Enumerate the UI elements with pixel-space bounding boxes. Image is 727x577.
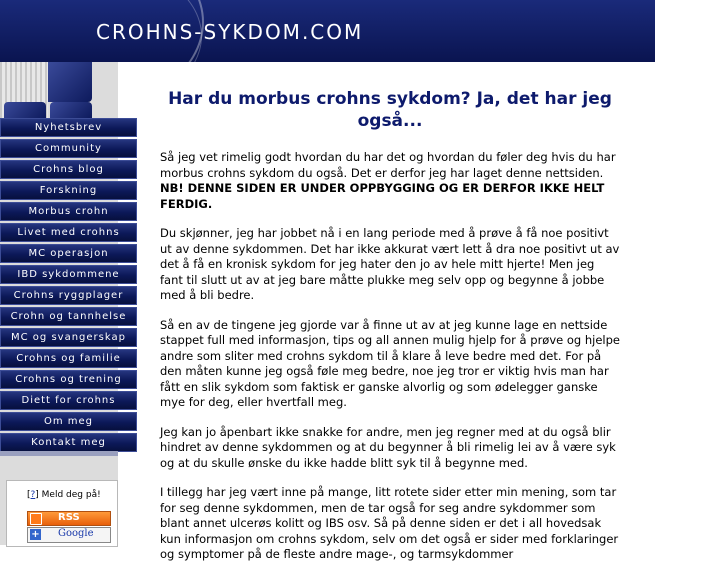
construction-notice: NB! DENNE SIDEN ER UNDER OPPBYGGING OG ER DERFOR IKKE HELT FERDIG.	[160, 181, 605, 211]
nav-item-om-meg[interactable]: Om meg	[0, 412, 137, 431]
site-header	[0, 0, 655, 62]
paragraph-4: Jeg kan jo åpenbart ikke snakke for andre, men jeg regner med at du også blir hindret av denne sykdommen og at du begynner å bli rimelig lei av å være syk og at du skulle ønske du ikke hadde blitt syk til å begynne med.	[160, 424, 616, 470]
main-navigation	[0, 118, 137, 454]
add-to-google-button[interactable]	[27, 527, 111, 543]
header-tab-decoration-left	[4, 102, 46, 118]
subscribe-label: Meld deg på!	[41, 490, 101, 500]
nav-item-crohns-og-trening[interactable]: Crohns og trening	[0, 370, 137, 389]
nav-item-morbus-crohn[interactable]: Morbus crohn	[0, 202, 137, 221]
nav-item-kontakt-meg[interactable]: Kontakt meg	[0, 433, 137, 452]
help-link[interactable]: ?	[30, 490, 36, 500]
subscribe-box	[6, 480, 118, 547]
intro-paragraph	[160, 150, 620, 212]
nav-item-crohns-og-familie[interactable]: Crohns og familie	[0, 349, 137, 368]
nav-item-mc-og-svangerskap[interactable]: MC og svangerskap	[0, 328, 137, 347]
nav-item-crohns-ryggplager[interactable]: Crohns ryggplager	[0, 286, 137, 305]
subscribe-row: [?] Meld deg på!	[27, 490, 101, 500]
plus-icon: +	[31, 529, 40, 540]
paragraph-5: I tillegg har jeg vært inne på mange, litt rotete sider etter min mening, som tar for seg denne sykdommen, men de tar også for seg andre sykdommer som blant annet ulcerøs kolitt og IBS osv. Så på denne siden er det i all hovedsak kun informasjon om crohns sykdom, selv om det også er sider med forklaringer og symptomer på de fleste andre mage-, og tarmsykdommer	[160, 485, 619, 561]
rss-button[interactable]	[27, 511, 111, 526]
paragraph-3: Så en av de tingene jeg gjorde var å finne ut av at jeg kunne lage en nettside stappet full med informasjon, tips og all annen mulig hjelp for å prøve og hjelpe andre som sliter med crohns sykdom til å klare å leve bedre med det. For på den måten kunne jeg også føle meg bedre, noe jeg tror er viktig hvis man har fått en slik sykdom som faktisk er ganske alvorlig og som ødelegger ganske mye for deg, eller hvertfall meg.	[160, 317, 620, 409]
paragraph-2: Du skjønner, jeg har jobbet nå i en lang periode med å prøve å få noe positivt ut av denne sykdommen. Det har ikke akkurat vært lett å dra noe positivt ut av det å få en kronisk sykdom for jeg hater den jo av hele mitt hjerte! Men jeg fant til slutt ut av at jeg bare måtte plukke meg selv opp og begynne å jobbe med å bli bedre.	[160, 226, 620, 302]
nav-item-crohn-og-tannhelse[interactable]: Crohn og tannhelse	[0, 307, 137, 326]
rss-icon	[30, 513, 42, 525]
site-title[interactable]: CROHNS-SYKDOM.COM	[96, 20, 364, 44]
nav-item-diett-for-crohns[interactable]: Diett for crohns	[0, 391, 137, 410]
header-block-decoration	[48, 62, 92, 102]
page-title: Har du morbus crohns sykdom? Ja, det har jeg også...	[168, 89, 612, 131]
rss-label: RSS	[58, 512, 80, 523]
nav-item-mc-operasjon[interactable]: MC operasjon	[0, 244, 137, 263]
main-content	[160, 88, 620, 577]
google-label: Google	[58, 528, 94, 539]
header-right-space	[655, 0, 727, 62]
nav-item-community[interactable]: Community	[0, 139, 137, 158]
intro-text: Så jeg vet rimelig godt hvordan du har det og hvordan du føler deg hvis du har morbus crohns sykdom du også. Det er derfor jeg har laget denne nettsiden.	[160, 150, 616, 180]
header-tab-decoration-right	[50, 102, 92, 118]
nav-item-ibd-sykdommene[interactable]: IBD sykdommene	[0, 265, 137, 284]
nav-item-forskning[interactable]: Forskning	[0, 181, 137, 200]
nav-item-crohns-blog[interactable]: Crohns blog	[0, 160, 137, 179]
nav-item-nyhetsbrev[interactable]: Nyhetsbrev	[0, 118, 137, 137]
nav-bottom-divider	[0, 451, 118, 456]
nav-item-livet-med-crohns[interactable]: Livet med crohns	[0, 223, 137, 242]
